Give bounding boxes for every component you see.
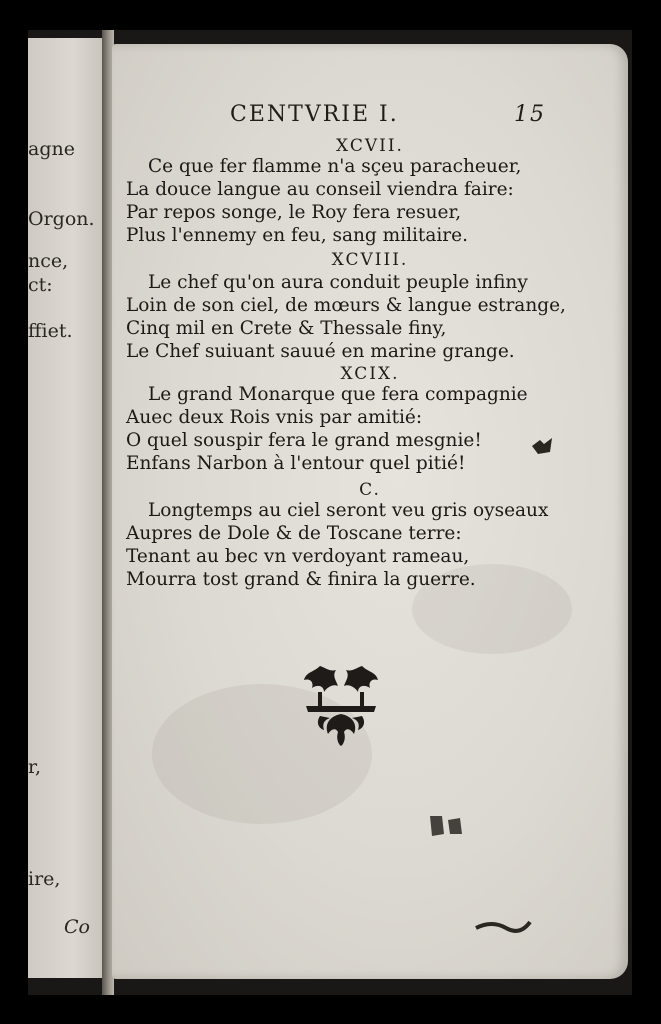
verse-line: Cinq mil en Crete & Thessale finy, (126, 318, 447, 339)
left-page-fragment: nce, (28, 250, 69, 272)
ink-smudge-icon (530, 436, 554, 456)
verse-line: Le grand Monarque que fera compagnie (148, 384, 528, 405)
page-number: 15 (514, 102, 546, 127)
verse-line: La douce langue au conseil viendra faire: (126, 179, 514, 200)
ink-smudge-icon (428, 812, 468, 840)
left-facing-page (28, 38, 104, 978)
left-page-fragment: Co (64, 916, 90, 938)
verse-line: Par repos songe, le Roy fera resuer, (126, 202, 462, 223)
ink-smudge-icon (472, 914, 532, 942)
book-scan (28, 30, 632, 995)
verse-line: Longtemps au ciel seront veu gris oyseaux (148, 500, 549, 521)
verse-line: Le chef qu'on aura conduit peuple infiny (148, 272, 528, 293)
verse-line: Loin de son ciel, de mœurs & langue estrange, (126, 295, 566, 316)
quatrain-number: XCIX. (340, 364, 400, 384)
left-page-fragment: Orgon. (28, 208, 95, 230)
right-page (112, 44, 628, 979)
verse-line: Enfans Narbon à l'entour quel pitié! (126, 453, 466, 474)
page-title: CENTVRIE I. (230, 102, 399, 127)
verse-line: Aupres de Dole & de Toscane terre: (126, 523, 462, 544)
quatrain-number: XCVII. (336, 136, 404, 156)
left-page-fragment: ire, (28, 868, 61, 890)
left-page-fragment: ct: (28, 274, 53, 296)
fleuron-ornament-icon (300, 662, 382, 746)
verse-line: Le Chef suiuant sauué en marine grange. (126, 341, 515, 362)
verse-line: Tenant au bec vn verdoyant rameau, (126, 546, 470, 567)
verse-line: Plus l'ennemy en feu, sang militaire. (126, 225, 468, 246)
quatrain-number: C. (359, 480, 381, 500)
verse-line: O quel souspir fera le grand mesgnie! (126, 430, 482, 451)
verse-line: Auec deux Rois vnis par amitié: (126, 407, 423, 428)
left-page-fragment: r, (28, 756, 42, 778)
verse-line: Ce que fer flamme n'a sçeu paracheuer, (148, 156, 522, 177)
quatrain-number: XCVIII. (331, 250, 409, 270)
left-page-fragment: agne (28, 138, 75, 160)
left-page-fragment: ffiet. (28, 320, 73, 342)
verse-line: Mourra tost grand & finira la guerre. (126, 569, 476, 590)
